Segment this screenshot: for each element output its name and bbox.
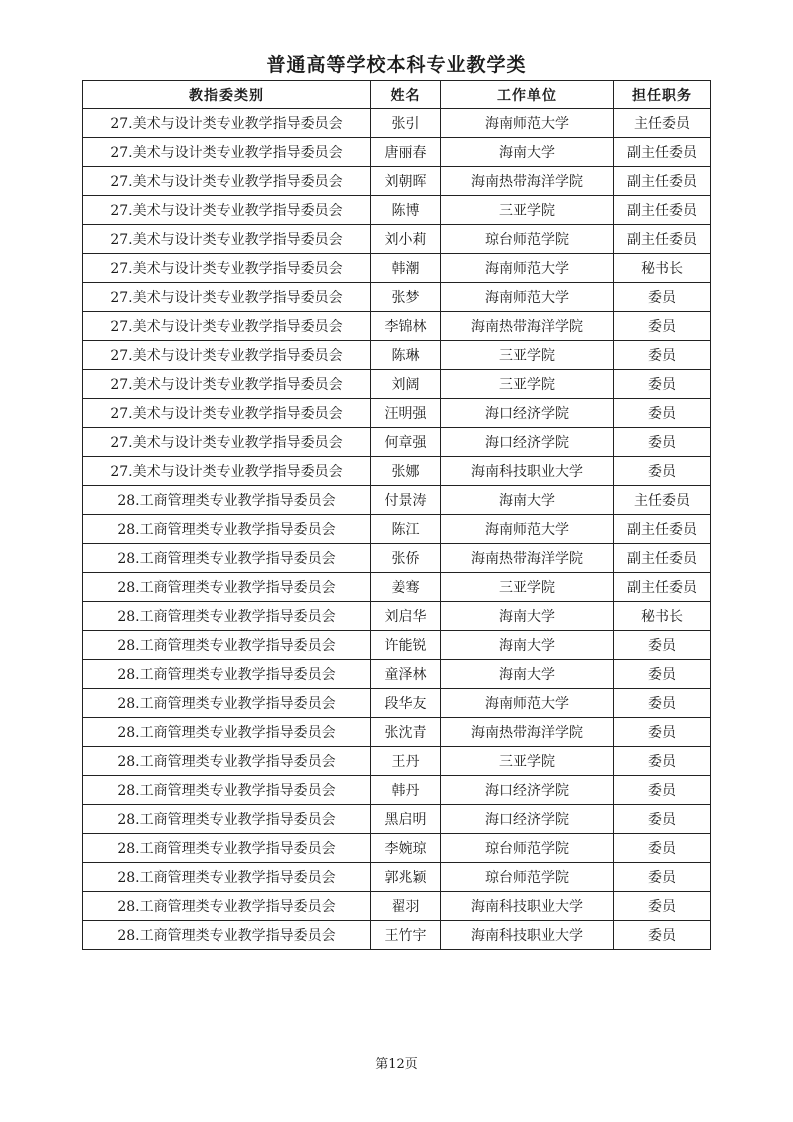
cell-committee-category: 28.工商管理类专业教学指导委员会 bbox=[83, 573, 371, 602]
cell-committee-category: 28.工商管理类专业教学指导委员会 bbox=[83, 660, 371, 689]
table-row bbox=[83, 138, 711, 167]
cell-work-unit: 三亚学院 bbox=[441, 341, 614, 370]
cell-work-unit: 海口经济学院 bbox=[441, 399, 614, 428]
cell-name: 童泽林 bbox=[371, 660, 441, 689]
header-row bbox=[83, 81, 711, 109]
cell-name: 汪明强 bbox=[371, 399, 441, 428]
cell-work-unit: 海南科技职业大学 bbox=[441, 892, 614, 921]
cell-name: 刘小莉 bbox=[371, 225, 441, 254]
cell-position: 委员 bbox=[614, 689, 711, 718]
cell-position: 副主任委员 bbox=[614, 544, 711, 573]
cell-work-unit: 海南师范大学 bbox=[441, 109, 614, 138]
table-row bbox=[83, 254, 711, 283]
cell-position: 副主任委员 bbox=[614, 225, 711, 254]
cell-position: 副主任委员 bbox=[614, 167, 711, 196]
table-row bbox=[83, 196, 711, 225]
cell-committee-category: 28.工商管理类专业教学指导委员会 bbox=[83, 747, 371, 776]
cell-committee-category: 28.工商管理类专业教学指导委员会 bbox=[83, 863, 371, 892]
cell-committee-category: 27.美术与设计类专业教学指导委员会 bbox=[83, 254, 371, 283]
cell-name: 王丹 bbox=[371, 747, 441, 776]
cell-position: 委员 bbox=[614, 341, 711, 370]
cell-name: 陈琳 bbox=[371, 341, 441, 370]
table-row bbox=[83, 776, 711, 805]
table-row bbox=[83, 747, 711, 776]
cell-name: 段华友 bbox=[371, 689, 441, 718]
header-name: 姓名 bbox=[371, 81, 441, 109]
cell-committee-category: 28.工商管理类专业教学指导委员会 bbox=[83, 631, 371, 660]
cell-position: 主任委员 bbox=[614, 486, 711, 515]
cell-work-unit: 海南热带海洋学院 bbox=[441, 718, 614, 747]
table-body bbox=[83, 109, 711, 950]
cell-position: 委员 bbox=[614, 805, 711, 834]
table-row bbox=[83, 544, 711, 573]
cell-name: 张沈青 bbox=[371, 718, 441, 747]
cell-name: 刘启华 bbox=[371, 602, 441, 631]
cell-name: 黑启明 bbox=[371, 805, 441, 834]
table-row bbox=[83, 573, 711, 602]
cell-work-unit: 三亚学院 bbox=[441, 573, 614, 602]
cell-work-unit: 海南师范大学 bbox=[441, 515, 614, 544]
cell-committee-category: 27.美术与设计类专业教学指导委员会 bbox=[83, 167, 371, 196]
cell-name: 许能锐 bbox=[371, 631, 441, 660]
cell-position: 委员 bbox=[614, 863, 711, 892]
cell-name: 刘阔 bbox=[371, 370, 441, 399]
cell-committee-category: 27.美术与设计类专业教学指导委员会 bbox=[83, 341, 371, 370]
header-position: 担任职务 bbox=[614, 81, 711, 109]
table-row bbox=[83, 602, 711, 631]
table-row bbox=[83, 660, 711, 689]
cell-name: 郭兆颖 bbox=[371, 863, 441, 892]
table-row bbox=[83, 167, 711, 196]
cell-work-unit: 海南大学 bbox=[441, 602, 614, 631]
cell-work-unit: 琼台师范学院 bbox=[441, 863, 614, 892]
cell-name: 唐丽春 bbox=[371, 138, 441, 167]
cell-position: 委员 bbox=[614, 457, 711, 486]
cell-work-unit: 海南师范大学 bbox=[441, 283, 614, 312]
table-row bbox=[83, 341, 711, 370]
cell-work-unit: 海南热带海洋学院 bbox=[441, 544, 614, 573]
cell-work-unit: 海口经济学院 bbox=[441, 776, 614, 805]
cell-committee-category: 27.美术与设计类专业教学指导委员会 bbox=[83, 138, 371, 167]
header-committee-category: 教指委类别 bbox=[83, 81, 371, 109]
cell-committee-category: 27.美术与设计类专业教学指导委员会 bbox=[83, 457, 371, 486]
table-row bbox=[83, 631, 711, 660]
cell-work-unit: 海南大学 bbox=[441, 631, 614, 660]
table-row bbox=[83, 399, 711, 428]
cell-name: 张梦 bbox=[371, 283, 441, 312]
cell-committee-category: 28.工商管理类专业教学指导委员会 bbox=[83, 921, 371, 950]
table-row bbox=[83, 718, 711, 747]
table-row bbox=[83, 486, 711, 515]
cell-position: 副主任委员 bbox=[614, 196, 711, 225]
cell-name: 李锦林 bbox=[371, 312, 441, 341]
cell-work-unit: 海南大学 bbox=[441, 660, 614, 689]
cell-work-unit: 海南科技职业大学 bbox=[441, 457, 614, 486]
cell-position: 委员 bbox=[614, 428, 711, 457]
table-row bbox=[83, 515, 711, 544]
cell-position: 秘书长 bbox=[614, 602, 711, 631]
cell-position: 委员 bbox=[614, 776, 711, 805]
table-row bbox=[83, 863, 711, 892]
cell-position: 委员 bbox=[614, 312, 711, 341]
cell-position: 秘书长 bbox=[614, 254, 711, 283]
table-row bbox=[83, 689, 711, 718]
table-row bbox=[83, 892, 711, 921]
cell-work-unit: 琼台师范学院 bbox=[441, 225, 614, 254]
cell-committee-category: 28.工商管理类专业教学指导委员会 bbox=[83, 602, 371, 631]
cell-committee-category: 28.工商管理类专业教学指导委员会 bbox=[83, 515, 371, 544]
cell-name: 张引 bbox=[371, 109, 441, 138]
cell-committee-category: 27.美术与设计类专业教学指导委员会 bbox=[83, 225, 371, 254]
cell-committee-category: 28.工商管理类专业教学指导委员会 bbox=[83, 892, 371, 921]
cell-name: 付景涛 bbox=[371, 486, 441, 515]
cell-name: 陈江 bbox=[371, 515, 441, 544]
table-header bbox=[83, 81, 711, 109]
cell-name: 韩丹 bbox=[371, 776, 441, 805]
table-row bbox=[83, 283, 711, 312]
cell-position: 副主任委员 bbox=[614, 515, 711, 544]
cell-position: 委员 bbox=[614, 631, 711, 660]
cell-work-unit: 海南大学 bbox=[441, 138, 614, 167]
cell-position: 委员 bbox=[614, 921, 711, 950]
cell-committee-category: 28.工商管理类专业教学指导委员会 bbox=[83, 689, 371, 718]
table-row bbox=[83, 428, 711, 457]
cell-position: 委员 bbox=[614, 660, 711, 689]
cell-committee-category: 27.美术与设计类专业教学指导委员会 bbox=[83, 370, 371, 399]
table-row bbox=[83, 312, 711, 341]
cell-position: 委员 bbox=[614, 718, 711, 747]
cell-name: 王竹宇 bbox=[371, 921, 441, 950]
cell-name: 翟羽 bbox=[371, 892, 441, 921]
cell-name: 刘朝晖 bbox=[371, 167, 441, 196]
cell-work-unit: 海南科技职业大学 bbox=[441, 921, 614, 950]
cell-name: 张侨 bbox=[371, 544, 441, 573]
cell-committee-category: 28.工商管理类专业教学指导委员会 bbox=[83, 776, 371, 805]
cell-position: 主任委员 bbox=[614, 109, 711, 138]
table-row bbox=[83, 834, 711, 863]
table-row bbox=[83, 805, 711, 834]
cell-work-unit: 海南热带海洋学院 bbox=[441, 312, 614, 341]
cell-name: 韩潮 bbox=[371, 254, 441, 283]
committee-roster-table bbox=[82, 80, 711, 950]
cell-name: 姜骞 bbox=[371, 573, 441, 602]
cell-committee-category: 28.工商管理类专业教学指导委员会 bbox=[83, 718, 371, 747]
cell-work-unit: 海口经济学院 bbox=[441, 805, 614, 834]
cell-name: 张娜 bbox=[371, 457, 441, 486]
cell-committee-category: 27.美术与设计类专业教学指导委员会 bbox=[83, 109, 371, 138]
cell-committee-category: 27.美术与设计类专业教学指导委员会 bbox=[83, 312, 371, 341]
header-work-unit: 工作单位 bbox=[441, 81, 614, 109]
cell-work-unit: 海南师范大学 bbox=[441, 254, 614, 283]
cell-work-unit: 海南大学 bbox=[441, 486, 614, 515]
table-row bbox=[83, 457, 711, 486]
cell-name: 何章强 bbox=[371, 428, 441, 457]
document-title: 普通高等学校本科专业教学类 bbox=[266, 54, 527, 76]
cell-position: 委员 bbox=[614, 399, 711, 428]
cell-committee-category: 27.美术与设计类专业教学指导委员会 bbox=[83, 283, 371, 312]
cell-position: 副主任委员 bbox=[614, 573, 711, 602]
cell-committee-category: 28.工商管理类专业教学指导委员会 bbox=[83, 834, 371, 863]
cell-position: 委员 bbox=[614, 283, 711, 312]
cell-name: 李婉琼 bbox=[371, 834, 441, 863]
cell-position: 委员 bbox=[614, 892, 711, 921]
table-row bbox=[83, 921, 711, 950]
cell-position: 副主任委员 bbox=[614, 138, 711, 167]
cell-committee-category: 27.美术与设计类专业教学指导委员会 bbox=[83, 399, 371, 428]
cell-committee-category: 28.工商管理类专业教学指导委员会 bbox=[83, 544, 371, 573]
cell-name: 陈博 bbox=[371, 196, 441, 225]
cell-position: 委员 bbox=[614, 747, 711, 776]
cell-position: 委员 bbox=[614, 370, 711, 399]
cell-committee-category: 28.工商管理类专业教学指导委员会 bbox=[83, 805, 371, 834]
cell-work-unit: 海口经济学院 bbox=[441, 428, 614, 457]
cell-work-unit: 三亚学院 bbox=[441, 747, 614, 776]
cell-position: 委员 bbox=[614, 834, 711, 863]
cell-committee-category: 27.美术与设计类专业教学指导委员会 bbox=[83, 428, 371, 457]
cell-committee-category: 27.美术与设计类专业教学指导委员会 bbox=[83, 196, 371, 225]
page-number: 第12页 bbox=[375, 1057, 418, 1072]
table-row bbox=[83, 370, 711, 399]
cell-work-unit: 海南师范大学 bbox=[441, 689, 614, 718]
cell-work-unit: 三亚学院 bbox=[441, 196, 614, 225]
cell-work-unit: 三亚学院 bbox=[441, 370, 614, 399]
cell-work-unit: 琼台师范学院 bbox=[441, 834, 614, 863]
cell-committee-category: 28.工商管理类专业教学指导委员会 bbox=[83, 486, 371, 515]
table-row bbox=[83, 109, 711, 138]
table-row bbox=[83, 225, 711, 254]
cell-work-unit: 海南热带海洋学院 bbox=[441, 167, 614, 196]
